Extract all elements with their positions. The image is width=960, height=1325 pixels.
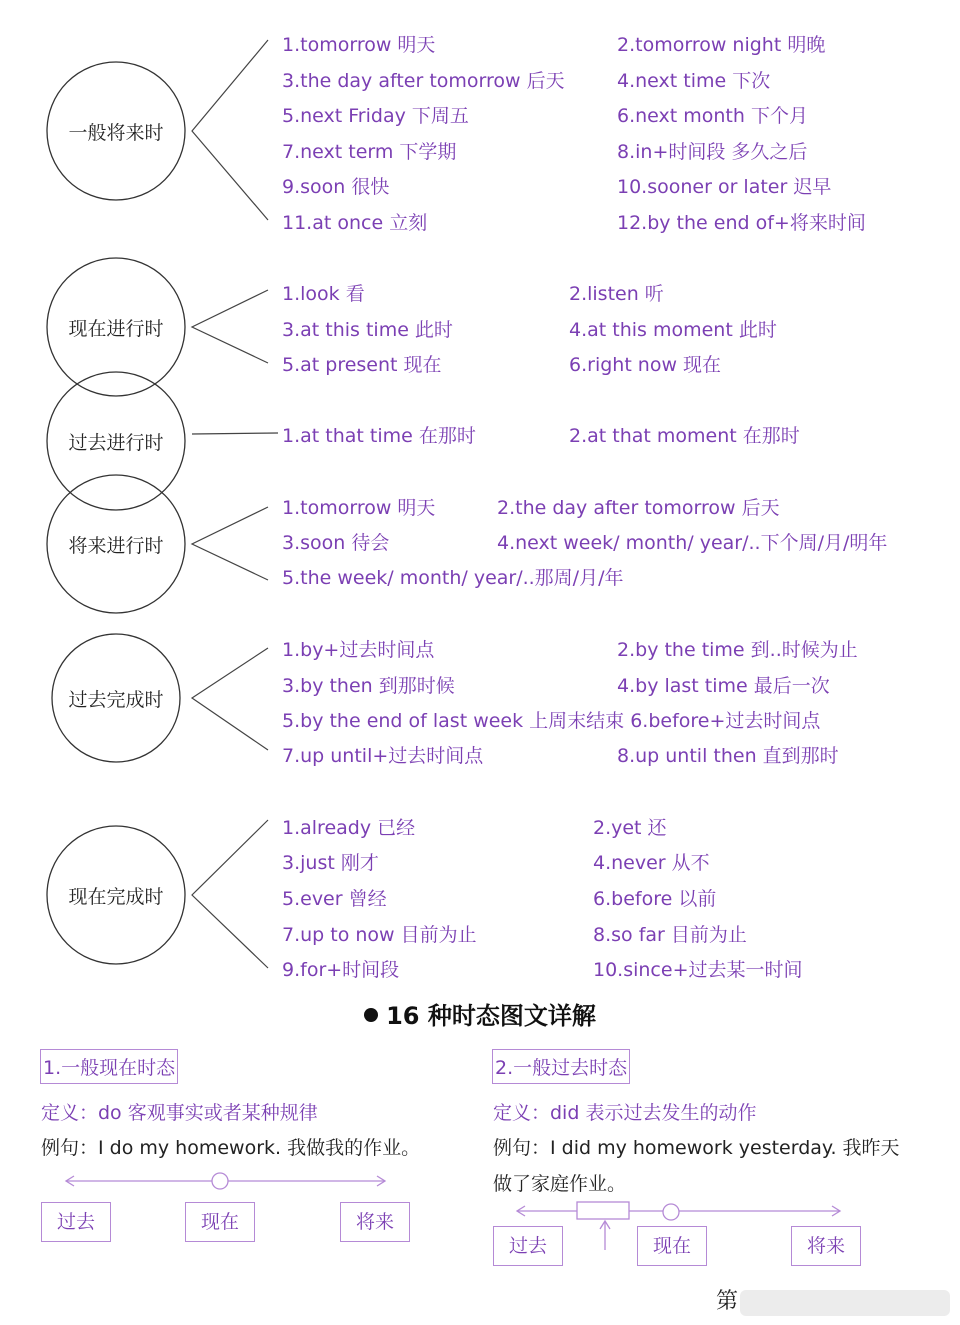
list-item: 2.the day after tomorrow 后天 (497, 497, 780, 519)
tense2-example-line2: 做了家庭作业。 (493, 1173, 627, 1195)
connector-group-1 (192, 40, 268, 220)
tense1-title: 1.一般现在时态 (40, 1049, 178, 1084)
list-item: 1.by+过去时间点 (282, 639, 435, 661)
list-item: 2.yet 还 (593, 817, 667, 839)
list-item: 7.up until+过去时间点 (282, 745, 484, 767)
section-heading (0, 996, 960, 1031)
blurred-footer (740, 1290, 950, 1316)
list-item: 1.look 看 (282, 283, 365, 305)
tense2-future-box: 将来 (791, 1226, 861, 1266)
list-item: 7.next term 下学期 (282, 141, 457, 163)
list-item: 8.up until then 直到那时 (617, 745, 839, 767)
list-item: 4.next week/ month/ year/..下个周/月/明年 (497, 532, 888, 554)
tense-label-future-continuous: 将来进行时 (68, 535, 164, 557)
list-item: 6.next month 下个月 (617, 105, 808, 127)
section-heading-text: 16 种时态图文详解 (386, 1002, 596, 1030)
list-item: 3.at this time 此时 (282, 319, 453, 341)
connector-group-3 (192, 433, 278, 434)
tense1-future-box: 将来 (340, 1202, 410, 1242)
tense2-title: 2.一般过去时态 (492, 1049, 630, 1084)
tense-label-present-continuous: 现在进行时 (68, 318, 164, 340)
list-item: 1.already 已经 (282, 817, 416, 839)
list-item: 4.at this moment 此时 (569, 319, 777, 341)
list-item: 3.the day after tomorrow 后天 (282, 70, 565, 92)
timeline-2-past-box (577, 1202, 629, 1219)
list-item: 11.at once 立刻 (282, 212, 428, 234)
list-item: 5.the week/ month/ year/..那周/月/年 (282, 567, 624, 589)
connector-group-5 (192, 648, 268, 750)
page-number: 第 (716, 1289, 739, 1314)
list-item: 3.soon 待会 (282, 532, 390, 554)
list-item: 5.ever 曾经 (282, 888, 387, 910)
list-item: 5.next Friday 下周五 (282, 105, 469, 127)
list-item: 3.by then 到那时候 (282, 675, 455, 697)
tense-label-past-perfect: 过去完成时 (68, 689, 164, 711)
list-item: 8.in+时间段 多久之后 (617, 141, 808, 163)
list-item: 5.by the end of last week 上周末结束 6.before+过去时间点 (282, 710, 821, 732)
list-item: 12.by the end of+将来时间 (617, 212, 866, 234)
list-item: 4.by last time 最后一次 (617, 675, 830, 697)
tense2-past-box: 过去 (493, 1226, 563, 1266)
timeline-2-now-marker (663, 1204, 679, 1220)
list-item: 9.for+时间段 (282, 959, 400, 981)
list-item: 1.at that time 在那时 (282, 425, 476, 447)
tense1-example: 例句：I do my homework. 我做我的作业。 (41, 1137, 421, 1159)
tense1-past-box: 过去 (41, 1202, 111, 1242)
list-item: 4.next time 下次 (617, 70, 771, 92)
list-item: 1.tomorrow 明天 (282, 34, 436, 56)
list-item: 6.right now 现在 (569, 354, 722, 376)
list-item: 6.before 以前 (593, 888, 717, 910)
tense2-definition: 定义：did 表示过去发生的动作 (493, 1102, 757, 1124)
list-item: 10.since+过去某一时间 (593, 959, 803, 981)
tense-label-present-perfect: 现在完成时 (68, 886, 164, 908)
tense1-definition: 定义：do 客观事实或者某种规律 (41, 1102, 318, 1124)
list-item: 5.at present 现在 (282, 354, 442, 376)
list-item: 4.never 从不 (593, 852, 710, 874)
tense-label-past-continuous: 过去进行时 (68, 432, 164, 454)
connector-group-6 (192, 820, 268, 968)
tense-label-simple-future: 一般将来时 (68, 122, 164, 144)
bullet-icon (364, 1008, 378, 1022)
list-item: 8.so far 目前为止 (593, 924, 747, 946)
tense1-present-box: 现在 (185, 1202, 255, 1242)
list-item: 1.tomorrow 明天 (282, 497, 436, 519)
connector-group-2 (192, 290, 268, 363)
connector-group-4 (192, 507, 268, 580)
list-item: 2.listen 听 (569, 283, 664, 305)
list-item: 7.up to now 目前为止 (282, 924, 477, 946)
list-item: 2.tomorrow night 明晚 (617, 34, 826, 56)
list-item: 2.at that moment 在那时 (569, 425, 800, 447)
list-item: 10.sooner or later 迟早 (617, 176, 832, 198)
list-item: 9.soon 很快 (282, 176, 390, 198)
list-item: 3.just 刚才 (282, 852, 379, 874)
list-item: 2.by the time 到..时候为止 (617, 639, 858, 661)
tense2-example-line1: 例句：I did my homework yesterday. 我昨天 (493, 1137, 900, 1159)
timeline-1-now-marker (212, 1173, 228, 1189)
tense2-present-box: 现在 (637, 1226, 707, 1266)
